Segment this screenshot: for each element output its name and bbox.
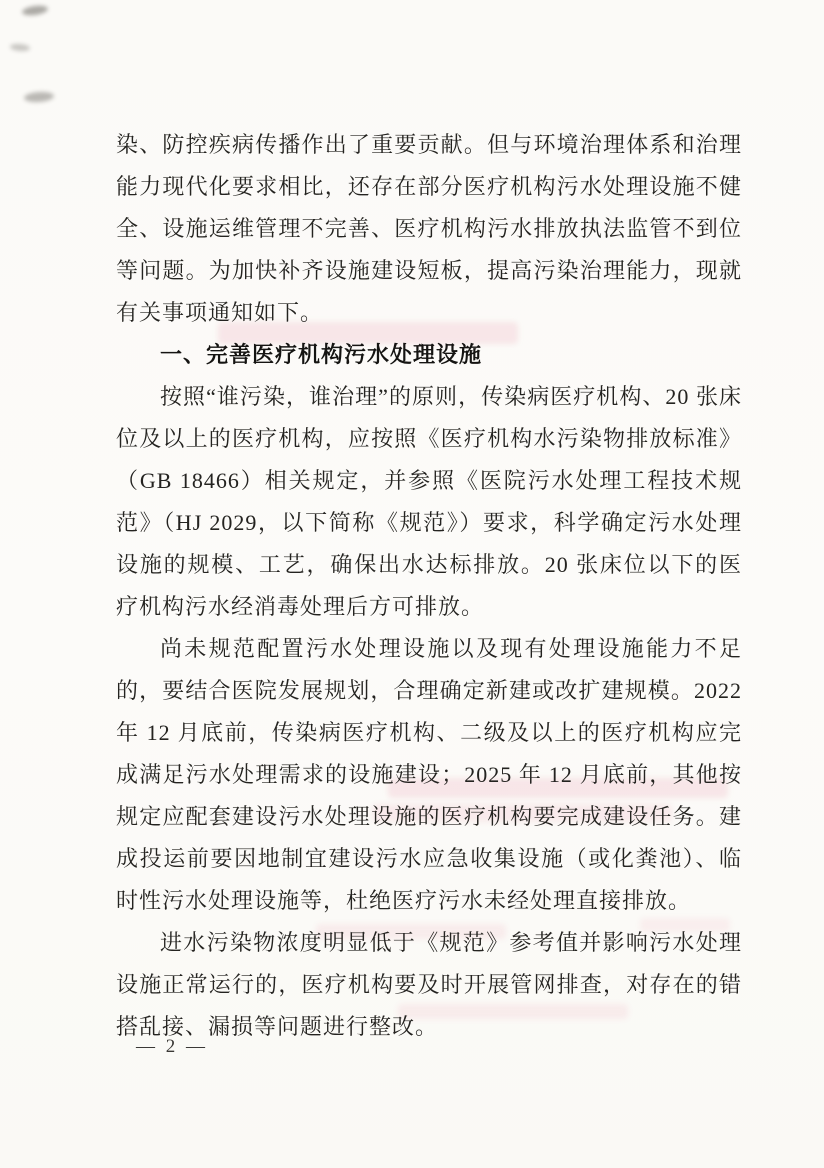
scan-smudge-mark [10,43,31,52]
section-heading: 一、完善医疗机构污水处理设施 [160,342,483,367]
body-paragraph: 进水污染物浓度明显低于《规范》参考值并影响污水处理设施正常运行的，医疗机构要及时开展管网排查，对存在的错搭乱接、漏损等问题进行整改。 [116,930,742,1039]
document-text-block [116,124,742,1048]
scan-smudge-mark [24,91,55,103]
page-number: — 2 — [136,1036,208,1057]
body-paragraph: 尚未规范配置污水处理设施以及现有处理设施能力不足的，要结合医院发展规划，合理确定新建或改扩建规模。2022 年 12 月底前，传染病医疗机构、二级及以上的医疗机构应完成满足污水处理需求的设施建设；2025 年 12 月底前，其他按规定应配套建设污水处理设施的医疗机构要完成建设任务。建成投运前要因地制宜建设污水应急收集设施（或化粪池）、临时性污水处理设施等，杜绝医疗污水未经处理直接排放。 [116,636,742,913]
scan-smudge-mark [22,4,49,17]
continuation-paragraph: 染、防控疾病传播作出了重要贡献。但与环境治理体系和治理能力现代化要求相比，还存在部分医疗机构污水处理设施不健全、设施运维管理不完善、医疗机构污水排放执法监管不到位等问题。为加快补齐设施建设短板，提高污染治理能力，现就有关事项通知如下。 [116,132,742,325]
body-paragraph: 按照“谁污染，谁治理”的原则，传染病医疗机构、20 张床位及以上的医疗机构，应按照《医疗机构水污染物排放标准》（GB 18466）相关规定，并参照《医院污水处理工程技术规范》（HJ 2029，以下简称《规范》）要求，科学确定污水处理设施的规模、工艺，确保出水达标排放。20 张床位以下的医疗机构污水经消毒处理后方可排放。 [116,384,742,619]
